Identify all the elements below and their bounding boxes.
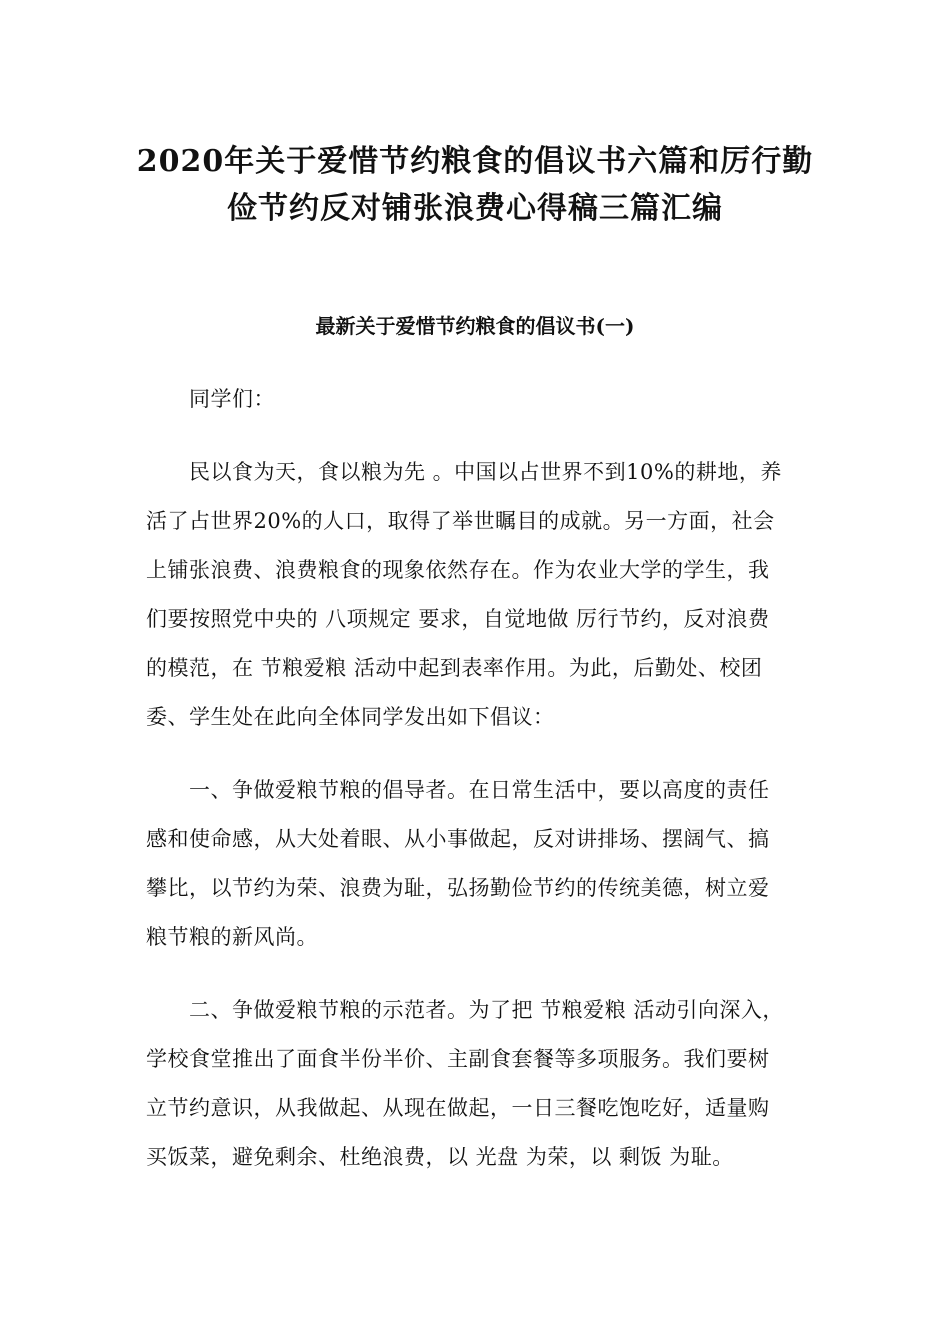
body-line: 二、争做爱粮节粮的示范者。为了把 节粮爱粮 活动引向深入， xyxy=(146,998,784,1022)
body-line: 的模范，在 节粮爱粮 活动中起到表率作用。为此，后勤处、校团 xyxy=(146,656,763,680)
body-line: 立节约意识，从我做起、从现在做起，一日三餐吃饱吃好，适量购 xyxy=(146,1096,770,1120)
body-line: 民以食为天，食以粮为先 。中国以占世界不到10%的耕地，养 xyxy=(146,460,782,484)
body-line: 一、争做爱粮节粮的倡导者。在日常生活中，要以高度的责任 xyxy=(146,778,770,802)
body-line: 上铺张浪费、浪费粮食的现象依然存在。作为农业大学的学生，我 xyxy=(146,558,770,582)
document-title-line-2: 俭节约反对铺张浪费心得稿三篇汇编 xyxy=(227,191,723,226)
body-line: 委、学生处在此向全体同学发出如下倡议： xyxy=(146,705,555,729)
section-subtitle: 最新关于爱惜节约粮食的倡议书(一) xyxy=(315,314,635,338)
document-title-line-1: 2020年关于爱惜节约粮食的倡议书六篇和厉行勤 xyxy=(136,144,814,179)
body-line: 活了占世界20%的人口，取得了举世瞩目的成就。另一方面，社会 xyxy=(146,509,775,533)
body-line-salutation: 同学们： xyxy=(146,387,275,411)
body-line: 买饭菜，避免剩余、杜绝浪费，以 光盘 为荣，以 剩饭 为耻。 xyxy=(146,1145,734,1169)
body-line: 们要按照党中央的 八项规定 要求，自觉地做 厉行节约，反对浪费 xyxy=(146,607,770,631)
body-line: 学校食堂推出了面食半份半价、主副食套餐等多项服务。我们要树 xyxy=(146,1047,770,1071)
body-line: 感和使命感，从大处着眼、从小事做起，反对讲排场、摆阔气、搞 xyxy=(146,827,770,851)
body-line: 攀比，以节约为荣、浪费为耻，弘扬勤俭节约的传统美德，树立爱 xyxy=(146,876,770,900)
body-line: 粮节粮的新风尚。 xyxy=(146,925,318,949)
